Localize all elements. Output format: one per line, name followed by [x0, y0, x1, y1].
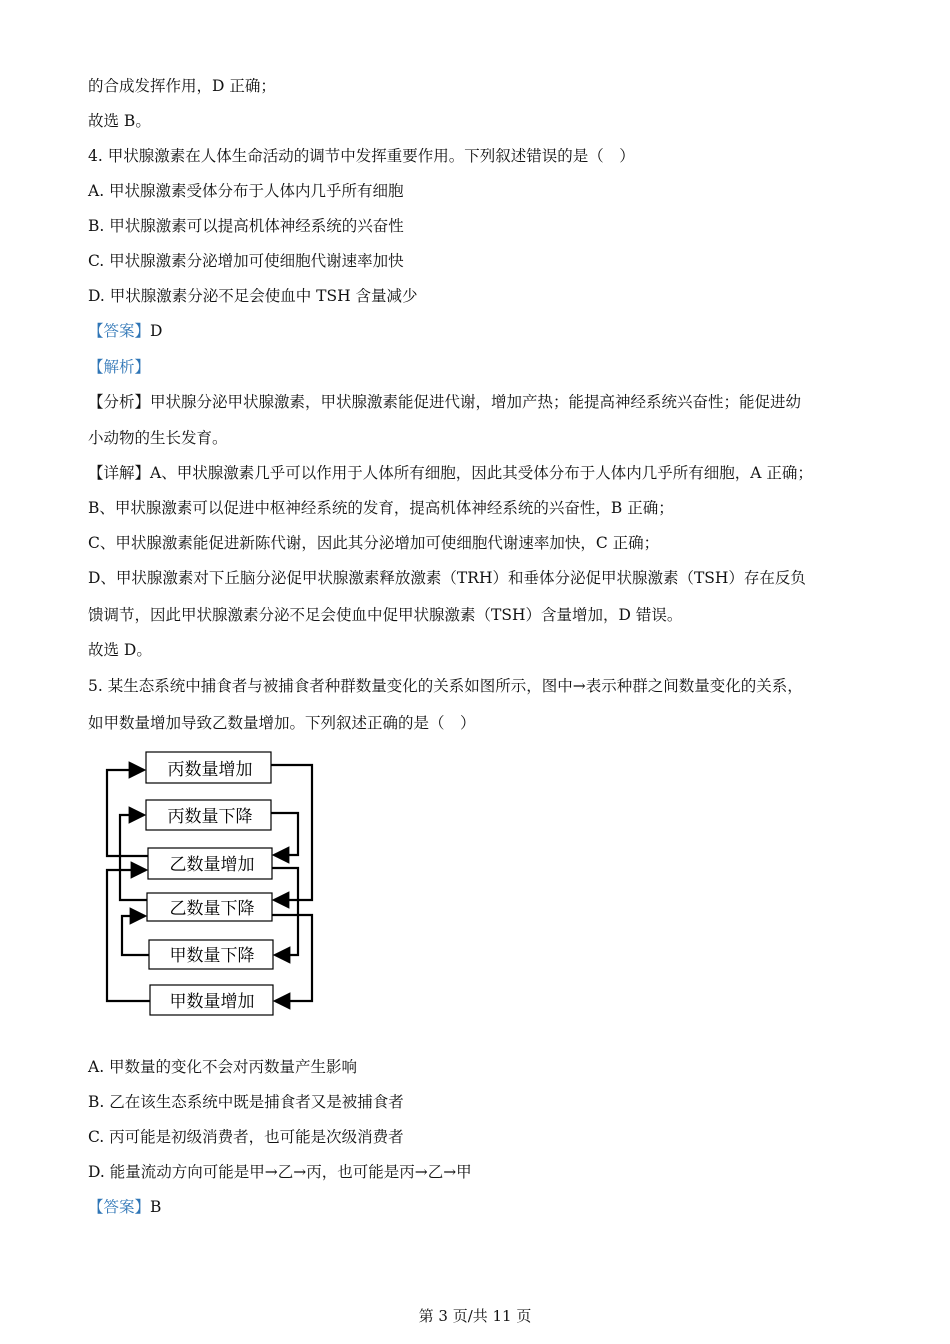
text-line: 故选 B。: [88, 112, 151, 130]
text-line: 故选 D。: [88, 641, 152, 659]
text-line: D、甲状腺激素对下丘脑分泌促甲状腺激素释放激素（TRH）和垂体分泌促甲状腺激素（TSH）存在反负: [88, 569, 806, 587]
text-line: 【详解】A、甲状腺激素几乎可以作用于人体所有细胞，因此其受体分布于人体内几乎所有细胞，A 正确；: [88, 464, 813, 482]
analysis-tag: 【解析】: [88, 358, 151, 376]
option-c: C. 甲状腺激素分泌增加可使细胞代谢速率加快: [88, 252, 404, 270]
option-b: B. 甲状腺激素可以提高机体神经系统的兴奋性: [88, 217, 404, 235]
option-c: C. 丙可能是初级消费者，也可能是次级消费者: [88, 1128, 404, 1146]
arrow: [122, 916, 149, 955]
arrow: [120, 815, 147, 900]
question-4-stem: 4. 甲状腺激素在人体生命活动的调节中发挥重要作用。下列叙述错误的是（ ）: [88, 147, 635, 165]
box-label: 甲数量下降: [169, 946, 255, 966]
arrow: [272, 868, 298, 955]
box-label: 乙数量下降: [169, 899, 255, 919]
option-d: D. 能量流动方向可能是甲→乙→丙，也可能是丙→乙→甲: [88, 1163, 472, 1181]
option-b: B. 乙在该生态系统中既是捕食者又是被捕食者: [88, 1093, 404, 1111]
box-label: 丙数量下降: [167, 807, 253, 827]
answer-tag: 【答案】: [88, 1198, 151, 1216]
answer-value: B: [150, 1198, 162, 1216]
answer-tag: 【答案】: [88, 322, 151, 340]
box-label: 甲数量增加: [169, 992, 255, 1012]
text-line: C、甲状腺激素能促进新陈代谢，因此其分泌增加可使细胞代谢速率加快，C 正确；: [88, 534, 660, 552]
option-a: A. 甲数量的变化不会对丙数量产生影响: [88, 1058, 358, 1076]
answer-line: [88, 1197, 161, 1217]
page-footer: 第 3 页/共 11 页: [418, 1307, 532, 1325]
answer-value: D: [150, 322, 163, 340]
option-a: A. 甲状腺激素受体分布于人体内几乎所有细胞: [88, 182, 404, 200]
box-label: 丙数量增加: [167, 760, 253, 780]
text-line: 小动物的生长发育。: [88, 429, 228, 447]
text-line: 【分析】甲状腺分泌甲状腺激素，甲状腺激素能促进代谢，增加产热；能提高神经系统兴奋性；能促进幼: [88, 393, 802, 411]
text-line: B、甲状腺激素可以促进中枢神经系统的发育，提高机体神经系统的兴奋性，B 正确；: [88, 499, 674, 517]
text-line: 如甲数量增加导致乙数量增加。下列叙述正确的是（ ）: [88, 714, 476, 732]
arrow: [107, 870, 150, 1001]
arrow: [271, 765, 312, 900]
question-5-stem: 5. 某生态系统中捕食者与被捕食者种群数量变化的关系如图所示，图中→表示种群之间数量变化的关系，: [88, 677, 803, 695]
text-line: 馈调节，因此甲状腺激素分泌不足会使血中促甲状腺激素（TSH）含量增加，D 错误。: [88, 606, 683, 624]
arrow: [107, 770, 148, 856]
arrow: [272, 915, 312, 1001]
text-line: 的合成发挥作用，D 正确；: [88, 77, 276, 95]
option-d: D. 甲状腺激素分泌不足会使血中 TSH 含量减少: [88, 287, 418, 305]
box-label: 乙数量增加: [169, 855, 255, 875]
arrow: [271, 813, 298, 855]
